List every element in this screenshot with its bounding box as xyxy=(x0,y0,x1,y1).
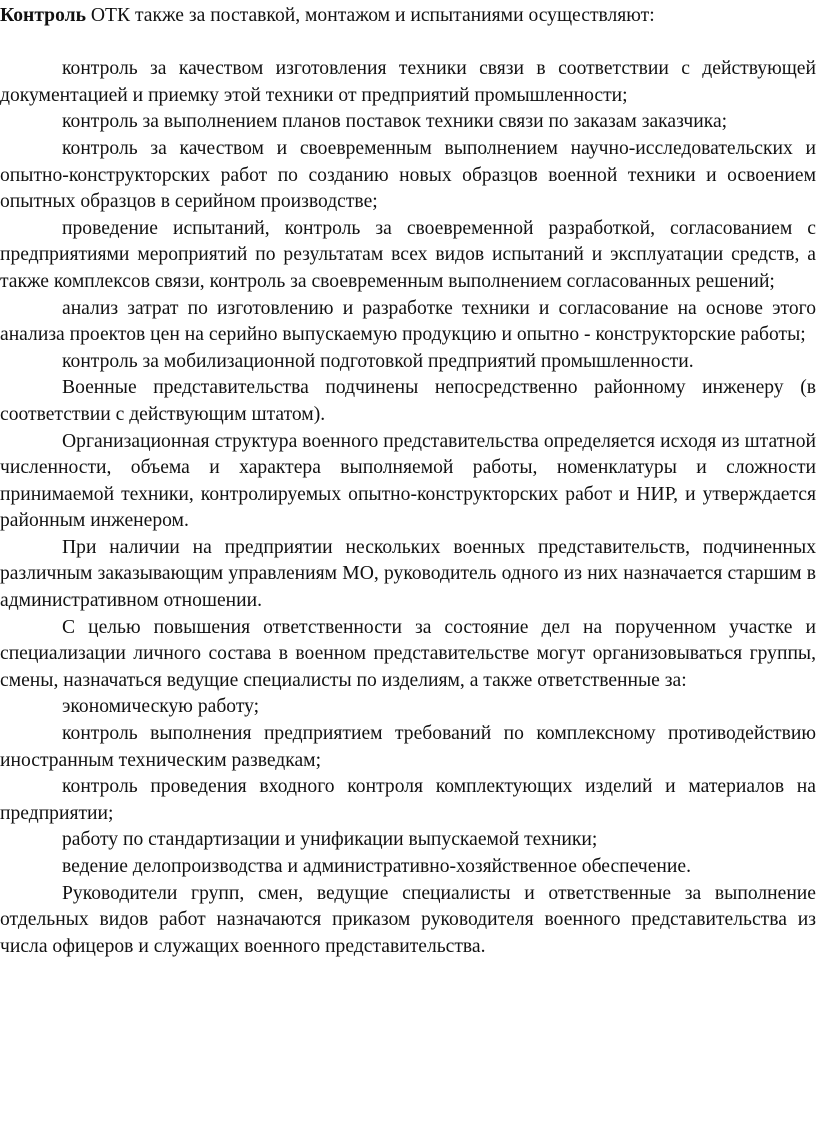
paragraph: контроль проведения входного контроля комплектующих изделий и материалов на предприятии; xyxy=(0,776,816,824)
paragraph: Организационная структура военного представительства определяется исходя из штатной численности, объема и характера выполняемой работы, номенклатуры и сложности принимаемой техники, контролируемых опытно-конструкторских работ и НИР, и утверждается районным инженером. xyxy=(0,430,816,532)
paragraph: При наличии на предприятии нескольких военных представительств, подчиненных различным заказывающим управлениям МО, руководитель одного из них назначается старшим в административном отношении. xyxy=(0,536,816,612)
paragraph: контроль за качеством и своевременным выполнением научно-исследовательских и опытно-конструкторских работ по созданию новых образцов военной техники и освоением опытных образцов в серийном производстве; xyxy=(0,137,816,213)
paragraph: С целью повышения ответственности за состояние дел на порученном участке и специализации личного состава в военном представительстве могут организовываться группы, смены, назначаться ведущие специалисты по изделиям, а также ответственные за: xyxy=(0,616,816,691)
paragraph: анализ затрат по изготовлению и разработке техники и согласование на основе этого анализа проектов цен на серийно выпускаемую продукцию и опытно - конструкторские работы; xyxy=(0,297,816,346)
paragraph: проведение испытаний, контроль за своевременной разработкой, согласованием с предприятиями мероприятий по результатам всех видов испытаний и эксплуатации средств, а также комплексов связи, контроль за своевременным выполнением согласованных решений; xyxy=(0,217,816,292)
paragraph: контроль за мобилизационной подготовкой предприятий промышленности. xyxy=(62,350,694,372)
intro-bold-word: Контроль xyxy=(0,5,86,26)
intro-line xyxy=(0,0,816,30)
intro-text: ОТК также за поставкой, монтажом и испытаниями осуществляют: xyxy=(85,5,655,26)
paragraph: работу по стандартизации и унификации выпускаемой техники; xyxy=(62,829,598,851)
paragraph: контроль за выполнением планов поставок техники связи по заказам заказчика; xyxy=(62,111,728,133)
paragraph: контроль выполнения предприятием требований по комплексному противодействию иностранным техническим разведкам; xyxy=(0,723,816,771)
paragraph: ведение делопроизводства и административно-хозяйственное обеспечение. xyxy=(62,856,691,877)
blank-line xyxy=(0,30,816,57)
paragraph: контроль за качеством изготовления техники связи в соответствии с действующей документацией и приемку этой техники от предприятий промышленности; xyxy=(0,58,816,106)
paragraph: экономическую работу; xyxy=(62,696,260,718)
paragraph: Военные представительства подчинены непосредственно районному инженеру (в соответствии с действующим штатом). xyxy=(0,377,816,425)
paragraph: Руководители групп, смен, ведущие специалисты и ответственные за выполнение отдельных видов работ назначаются приказом руководителя военного представительства из числа офицеров и служащих военного представительства. xyxy=(0,882,816,957)
